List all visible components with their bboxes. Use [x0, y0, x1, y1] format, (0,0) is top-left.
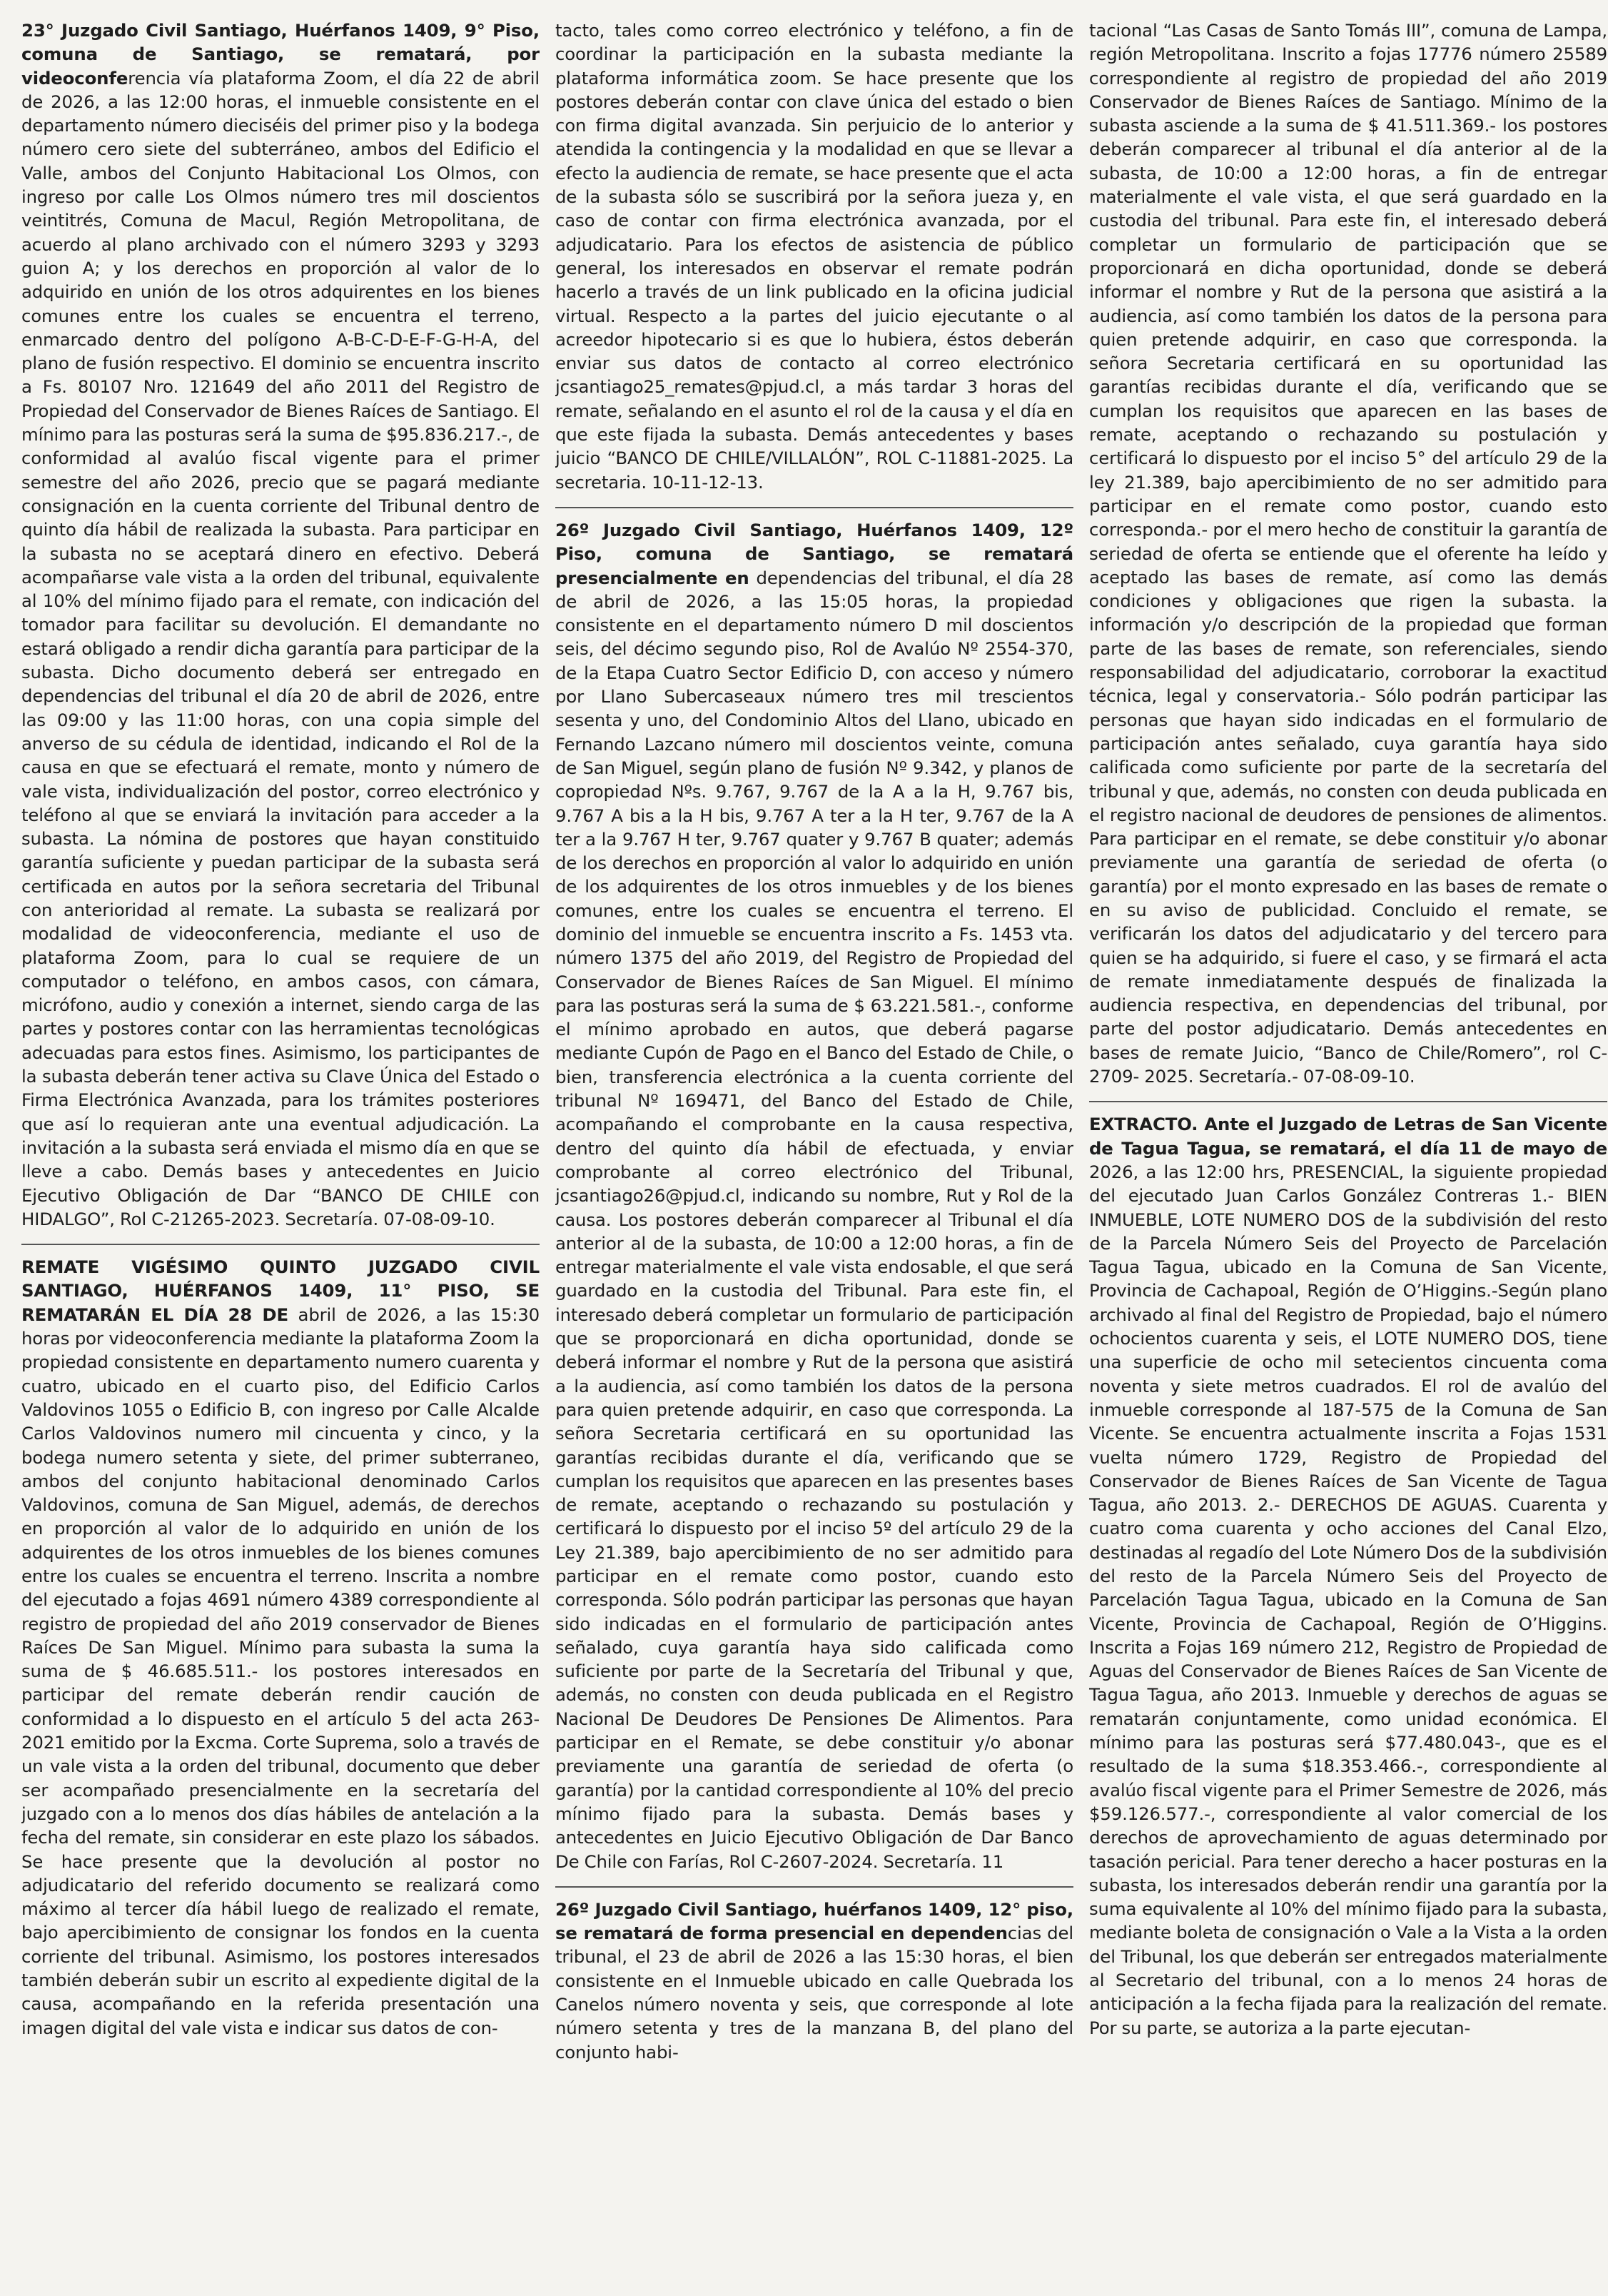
notice-body: dependencias del tribunal, el día 28 de abril de 2026, a las 15:05 horas, la propiedad consistente en el departamento número D mil doscientos seis, del décimo segundo piso, Rol de Avalúo Nº 2554-370, de la Etapa Cuatro Sector Edificio D, con acceso y número por Llano Subercaseaux número tres mil trescientos sesenta y uno, del Condominio Altos del Llano, ubicado en Fernando Lazcano número mil doscientos veinte, comuna de San Miguel, según plano de fusión Nº 9.342, y planos de copropiedad Nºs. 9.767, 9.767 de la A a la H, 9.767 bis, 9.767 A bis a la H bis, 9.767 A ter a la H ter, 9.767 de la A ter a la 9.767 H ter, 9.767 quater y 9.767 B quater; además de los derechos en proporción al valor lo adquirido en unión de los adquirentes de los otros inmuebles y de los bienes comunes, entre los cuales se encuentra el terreno. El dominio del inmueble se encuentra inscrito a Fs. 1453 vta. número 1375 del año 2019, del Registro de Propiedad del Conservador de Bienes Raíces de San Miguel. El mínimo para las posturas será la suma de $ 63.221.581.-, conforme el mínimo aprobado en autos, que deberá pagarse mediante Cupón de Pago en el Banco del Estado de Chile, o bien, transferencia electrónica a la cuenta corriente del tribunal Nº 169471, del Banco del Estado de Chile, acompañando el comprobante en la causa respectiva, dentro del quinto día hábil de efectuada, y enviar comprobante al correo electrónico del Tribunal, jcsantiago26@pjud.cl, indicando su nombre, Rut y Rol de la causa. Los postores deberán comparecer al Tribunal el día anterior al de la subasta, de 10:00 a 12:00 horas, a fin de entregar materialmente el vale vista endosable, el que será guardado en la custodia del Tribunal. Para este fin, el interesado deberá completar un formulario de participación que se proporcionará en dicha oportunidad, donde se deberá informar el nombre y Rut de la persona que asistirá a la audiencia, así como también los datos de la persona para quien pretende adquirir, en caso que corresponda. La señora Secretaria certificará en su oportunidad las garantías recibidas durante el día, verificando que se cumplan los requisitos que aparecen en las presentes bases de remate, aceptando o rechazando su postulación y certificará lo dispuesto por el inciso 5º del artículo 29 de la Ley 21.389, bajo apercibimiento de no ser admitido para participar en el remate como postor, cuando esto corresponda. Sólo podrán participar las personas que hayan sido indicadas en el formulario de participación antes señalado, cuya garantía haya sido calificada como suficiente por parte de la Secretaría del Tribunal y que, además, no consten con deuda publicada en el Registro Nacional De Deudores De Pensiones De Alimentos. Para participar en el Remate, se debe constituir y/o abonar previamente una garantía de seriedad de oferta (o garantía) por la cantidad correspondiente al 10% del precio mínimo fijado para la subasta. Demás bases y antecedentes en Juicio Ejecutivo Obligación de Dar Banco De Chile con Farías, Rol C-2607-2024. Secretaría. 11	[555, 567, 1073, 1872]
notice-lead: 26º Juzgado Civil Santiago, Huérfanos 1409, 12º Piso, comuna de Santiago, se rematará presencialmente en	[555, 519, 1073, 588]
notice-body: tacional “Las Casas de Santo Tomás III”, comuna de Lampa, región Metropolitana. Inscrito a fojas 17776 número 25589 correspondiente al registro de propiedad del año 2019 Conservador de Bienes Raíces de Santiago. Mínimo de la subasta asciende a la suma de $ 41.511.369.- los postores deberán comparecer al tribunal el día anterior al de la subasta, de 10:00 a 12:00 horas, a fin de entregar materialmente el vale vista, el que será guardado en la custodia del tribunal. Para este fin, el interesado deberá completar un formulario de participación que se proporcionará en dicha oportunidad, donde se deberá informar el nombre y Rut de la persona que asistirá a la audiencia, así como también los datos de la persona para quien pretende adquirir, en caso que corresponda. la señora Secretaria certificará en su oportunidad las garantías recibidas durante el día, verificando que se cumplan los requisitos que aparecen en las bases de remate, aceptando o rechazando su postulación y certificará lo dispuesto por el inciso 5° del artículo 29 de la ley 21.389, bajo apercibimiento de no ser admitido para participar en el remate como postor, cuando esto corresponda.- por el mero hecho de constituir la garantía de seriedad de oferta se entiende que el oferente ha leído y aceptado las bases de remate, así como las demás condiciones y obligaciones que rigen la subasta. la información y/o descripción de la propiedad que forman parte de las bases de remate, son referenciales, siendo responsabilidad del adjudicatario, corroborar la exactitud técnica, legal y conservatoria.- Sólo podrán participar las personas que hayan sido indicadas en el formulario de participación antes señalado, cuya garantía haya sido calificada como suficiente por parte de la secretaría del tribunal y que, además, no consten con deuda publicada en el registro nacional de deudores de pensiones de alimentos. Para participar en el remate, se debe constituir y/o abonar previamente una garantía de seriedad de oferta (o garantía) por el monto expresado en las bases de remate o en su aviso de publicidad. Concluido el remate, se verificarán los datos del adjudicatario y del tercero para quien se ha adquirido, si fuere el caso, y se firmará el acta de remate inmediatamente después de finalizada la audiencia respectiva, en dependencias del tribunal, por parte del postor adjudicatario. Demás antecedentes en bases de remate Juicio, “Banco de Chile/Romero”, rol C-2709- 2025. Secretaría.- 07-08-09-10.	[1089, 20, 1607, 1087]
notice-body: cias del tribunal, el 23 de abril de 2026 a las 15:30 horas, el bien consistente en el Inmueble ubicado en calle Quebrada los Canelos número noventa y seis, que corresponde al lote número setenta y tres de la manzana B, del plano del conjunto habi-	[555, 1923, 1073, 2063]
column-middle	[555, 19, 1073, 2296]
notice-body: rencia vía plataforma Zoom, el día 22 de abril de 2026, a las 12:00 horas, el inmueble consistente en el departamento número dieciséis del primer piso y la bodega número cero siete del subterráneo, ambos del Edificio el Valle, ambos del Conjunto Habitacional Los Olmos, con ingreso por calle Los Olmos número tres mil doscientos veintitrés, Comuna de Macul, Región Metropolitana, de acuerdo al plano archivado con el número 3293 y 3293 guion A; y los derechos en proporción al valor de lo adquirido en unión de los otros adquirentes en los bienes comunes entre los cuales se encuentra el terreno, enmarcado dentro del polígono A-B-C-D-E-F-G-H-A, del plano de fusión respectivo. El dominio se encuentra inscrito a Fs. 80107 Nro. 121649 del año 2011 del Registro de Propiedad del Conservador de Bienes Raíces de Santiago. El mínimo para las posturas será la suma de $95.836.217.-, de conformidad al avalúo fiscal vigente para el primer semestre del año 2026, precio que se pagará mediante consignación en la cuenta corriente del Tribunal dentro de quinto día hábil de realizada la subasta. Para participar en la subasta no se aceptará dinero en efectivo. Deberá acompañarse vale vista a la orden del tribunal, equivalente al 10% del mínimo fijado para el remate, con indicación del tomador para facilitar su devolución. El demandante no estará obligado a rendir dicha garantía para participar de la subasta. Dicho documento deberá ser entregado en dependencias del tribunal el día 20 de abril de 2026, entre las 09:00 y las 11:00 horas, con una copia simple del anverso de su cédula de identidad, indicando el Rol de la causa en que se efectuará el remate, monto y número de vale vista, individualización del postor, correo electrónico y teléfono al que se enviará la invitación para acceder a la subasta. La nómina de postores que hayan constituido garantía suficiente y puedan participar de la subasta será certificada en autos por la señora secretaria del Tribunal con anterioridad al remate. La subasta se realizará por modalidad de videoconferencia, mediante el uso de plataforma Zoom, para lo cual se requiere de un computador o teléfono, en ambos casos, con cámara, micrófono, audio y conexión a internet, siendo carga de las partes y postores contar con las herramientas tecnológicas adecuadas para estos fines. Asimismo, los participantes de la subasta deberán tener activa su Clave Única del Estado o Firma Electrónica Avanzada, para los trámites posteriores que así lo requieran ante una eventual adjudicación. La invitación a la subasta será enviada el mismo día en que se lleve a cabo. Demás bases y antecedentes en Juicio Ejecutivo Obligación de Dar “BANCO DE CHILE con HIDALGO”, Rol C-21265-2023. Secretaría. 07-08-09-10.	[21, 67, 540, 1229]
notice-26-juzgado-civil-lampa	[555, 1898, 1073, 2077]
notice-lead: 26º Juzgado Civil Santiago, huérfanos 1409, 12° piso, se rematará de forma presencial en dependen	[555, 1898, 1073, 1944]
notice-26-juzgado-civil-presencial	[555, 518, 1073, 1888]
notice-26-juzgado-civil-lampa-continued	[1089, 19, 1607, 1102]
notice-lead: EXTRACTO. Ante el Juzgado de Letras de San Vicente de Tagua Tagua, se rematará, el día 11 de mayo de	[1089, 1114, 1607, 1159]
notice-23-juzgado-civil	[21, 19, 540, 1245]
notice-extracto-san-vicente	[1089, 1112, 1607, 2053]
notice-25-juzgado-civil	[21, 1255, 540, 2053]
notice-lead: REMATE VIGÉSIMO QUINTO JUZGADO CIVIL SANTIAGO, HUÉRFANOS 1409, 11° PISO, SE REMATARÁN EL DÍA 28 DE	[21, 1257, 540, 1325]
notice-25-juzgado-civil-continued	[555, 19, 1073, 508]
column-right	[1089, 19, 1607, 2296]
column-left	[21, 19, 540, 2296]
notice-lead: 23° Juzgado Civil Santiago, Huérfanos 1409, 9° Piso, comuna de Santiago, se rematará, por videoconfe	[21, 20, 540, 89]
notice-body: 2026, a las 12:00 hrs, PRESENCIAL, la siguiente propiedad del ejecutado Juan Carlos González Contreras 1.- BIEN INMUEBLE, LOTE NUMERO DOS de la subdivisión del resto de la Parcela Número Seis del Proyecto de Parcelación Tagua Tagua, ubicado en la Comuna de San Vicente, Provincia de Cachapoal, Región de O’Higgins.-Según plano archivado al final del Registro de Propiedad, bajo el número ochocientos cuarenta y seis, el LOTE NUMERO DOS, tiene una superficie de ocho mil setecientos cincuenta coma noventa y siete metros cuadrados. El rol de avalúo del inmueble corresponde al 187-575 de la Comuna de San Vicente. Se encuentra actualmente inscrita a Fojas 1531 vuelta número 1729, Registro de Propiedad del Conservador de Bienes Raíces de San Vicente de Tagua Tagua, año 2013. 2.- DERECHOS DE AGUAS. Cuarenta y cuatro coma cuarenta y ocho acciones del Canal Elzo, destinadas al regadío del Lote Número Dos de la subdivisión del resto de la Parcela Número Seis del Proyecto de Parcelación Tagua Tagua, ubicado en la Comuna de San Vicente, Provincia de Cachapoal, Región de O’Higgins. Inscrita a Fojas 169 número 212, Registro de Propiedad de Aguas del Conservador de Bienes Raíces de San Vicente de Tagua Tagua, año 2013. Inmueble y derechos de aguas se rematarán conjuntamente, como unidad económica. El mínimo para las posturas será $77.480.043-, que es el resultado de la suma $18.353.466.-, correspondiente al avalúo fiscal vigente para el Primer Semestre de 2026, más $59.126.577.-, correspondiente al valor comercial de los derechos de aprovechamiento de aguas determinado por tasación pericial. Para tener derecho a hacer posturas en la subasta, los interesados deberán rendir una garantía por la suma equivalente al 10% del mínimo fijado para la subasta, mediante boleta de consignación o Vale a la Vista a la orden del Tribunal, los que deberán ser entregados materialmente al Secretario del tribunal, con a lo menos 24 horas de anticipación a la fecha fijada para la realización del remate. Por su parte, se autoriza a la parte ejecutan-	[1089, 1161, 1607, 2038]
notice-body: tacto, tales como correo electrónico y teléfono, a fin de coordinar la participación en la subasta mediante la plataforma informática zoom. Se hace presente que los postores deberán contar con clave única del estado o bien con firma digital avanzada. Sin perjuicio de lo anterior y atendida la contingencia y la modalidad en que se llevar a efecto la audiencia de remate, se hace presente que el acta de la subasta sólo se suscribirá por la señora jueza y, en caso de contar con firma electrónica avanzada, por el adjudicatario. Para los efectos de asistencia de público general, los interesados en observar el remate podrán hacerlo a través de un link publicado en la oficina judicial virtual. Respecto a la partes del juicio ejecutante o al acreedor hipotecario si es que lo hubiera, éstos deberán enviar sus datos de contacto al correo electrónico jcsantiago25_remates@pjud.cl, a más tardar 3 horas del remate, señalando en el asunto el rol de la causa y el día en que este fijada la subasta. Demás antecedentes y bases juicio “BANCO DE CHILE/VILLALÓN”, ROL C-11881-2025. La secretaria. 10-11-12-13.	[555, 20, 1073, 493]
notice-body: abril de 2026, a las 15:30 horas por videoconferencia mediante la plataforma Zoom la propiedad consistente en departamento numero cuarenta y cuatro, ubicado en el cuarto piso, del Edificio Carlos Valdovinos 1055 o Edificio B, con ingreso por Calle Alcalde Carlos Valdovinos numero mil cincuenta y cinco, y la bodega numero setenta y siete, del primer subterraneo, ambos del conjunto habitacional denominado Carlos Valdovinos, comuna de San Miguel, además, de derechos en proporción al valor de lo adquirido en unión de los adquirentes de los otros inmuebles de los bienes comunes entre los cuales se encuentra el terreno. Inscrita a nombre del ejecutado a fojas 4691 número 4389 correspondiente al registro de propiedad del año 2019 conservador de Bienes Raíces De San Miguel. Mínimo para subasta la suma la suma de $ 46.685.511.- los postores interesados en participar del remate deberán rendir caución de conformidad a lo dispuesto en el artículo 5 del acta 263-2021 emitido por la Excma. Corte Suprema, solo a través de un vale vista a la orden del tribunal, documento que deber ser acompañado presencialmente en la secretaría del juzgado con a lo menos dos días hábiles de antelación a la fecha del remate, sin considerar en este plazo los sábados. Se hace presente que la devolución al postor no adjudicatario del referido documento se realizará como máximo al tercer día hábil luego de realizado el remate, bajo apercibimiento de consignar los fondos en la cuenta corriente del tribunal. Asimismo, los postores interesados también deberán subir un escrito al expediente digital de la causa, acompañando en la referida presentación una imagen digital del vale vista e indicar sus datos de con-	[21, 1304, 540, 2038]
